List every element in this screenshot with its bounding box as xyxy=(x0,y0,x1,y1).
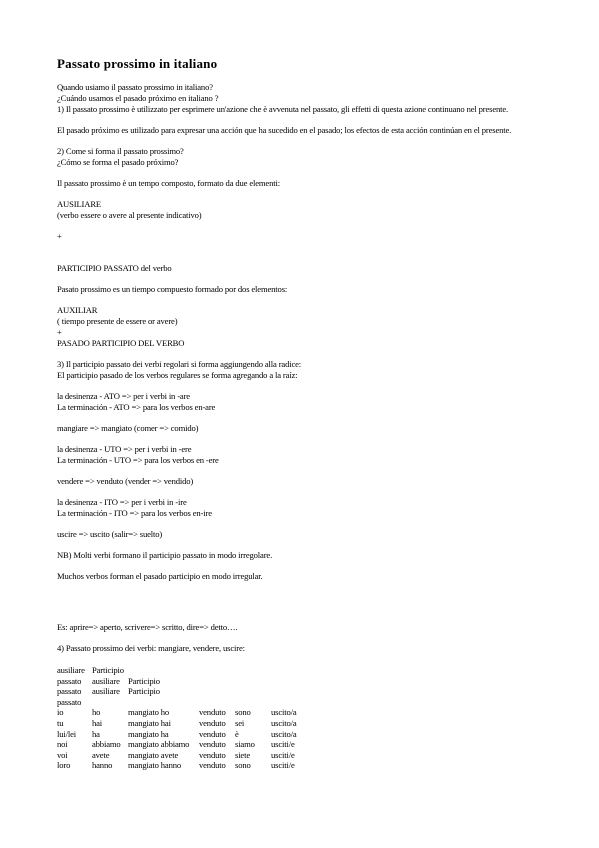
table-cell: mangiato ha xyxy=(128,728,169,739)
table-cell: tu xyxy=(57,717,64,728)
table-cell: voi xyxy=(57,749,68,760)
question2-es: ¿Cómo se forma el pasado próximo? xyxy=(57,157,179,167)
table-cell: ha xyxy=(92,728,100,739)
section4-heading: 4) Passato prossimo dei verbi: mangiare, vendere, uscire: xyxy=(57,643,245,653)
document-body xyxy=(57,82,547,654)
table-cell: venduto xyxy=(199,739,226,750)
auxiliar-note: ( tiempo presente de essere or avere) xyxy=(57,316,178,326)
ire-rule-es: La terminación - ITO => para los verbos en-ire xyxy=(57,508,212,518)
table-cell: hai xyxy=(92,717,103,728)
question-it: Quando usiamo il passato prossimo in italiano? xyxy=(57,82,213,92)
table-cell: venduto xyxy=(199,717,226,728)
table-cell: passato xyxy=(57,696,82,707)
table-cell: è xyxy=(235,728,239,739)
question2-it: 2) Come si forma il passato prossimo? xyxy=(57,146,184,156)
table-cell: io xyxy=(57,707,64,718)
table-cell: siamo xyxy=(235,739,255,750)
ausiliare-heading: AUSILIARE xyxy=(57,199,102,209)
nb-es: Muchos verbos forman el pasado participio en modo irregular. xyxy=(57,571,263,581)
table-cell: mangiato hai xyxy=(128,717,171,728)
table-cell: sei xyxy=(235,717,245,728)
table-cell: venduto xyxy=(199,760,226,771)
table-cell: lui/lei xyxy=(57,728,76,739)
table-cell: Participio xyxy=(128,686,160,697)
table-cell: venduto xyxy=(199,749,226,760)
plus-sign-2: + xyxy=(57,327,62,337)
table-cell: mangiato avete xyxy=(128,749,179,760)
table-cell: loro xyxy=(57,760,71,771)
table-cell: passato xyxy=(57,675,82,686)
table-cell: noi xyxy=(57,739,68,750)
table-cell: passato xyxy=(57,686,82,697)
are-rule-es: La terminación - ATO => para los verbos en-are xyxy=(57,402,216,412)
table-cell: sono xyxy=(235,707,251,718)
section3-es: El participio pasado de los verbos regulares se forma agregando a la raíz: xyxy=(57,370,298,380)
page-title: Passato prossimo in italiano xyxy=(57,56,218,71)
composed-es: Pasato prossimo es un tiempo compuesto formado por dos elementos: xyxy=(57,284,288,294)
table-cell: sono xyxy=(235,760,251,771)
table-cell: uscito/a xyxy=(271,717,297,728)
auxiliar-heading: AUXILIAR xyxy=(57,305,98,315)
composed-it: Il passato prossimo è un tempo composto, formato da due elementi: xyxy=(57,178,280,188)
table-cell: Participio xyxy=(92,665,124,675)
table-cell: uscito/a xyxy=(271,728,297,739)
ere-example: vendere => venduto (vender => vendido) xyxy=(57,476,194,486)
ere-rule-es: La terminación - UTO => para los verbos en -ere xyxy=(57,455,219,465)
ausiliare-note: (verbo essere o avere al presente indicativo) xyxy=(57,210,202,220)
ere-rule-it: la desinenza - UTO => per i verbi in -ere xyxy=(57,444,192,454)
are-example: mangiare => mangiato (comer => comido) xyxy=(57,423,199,433)
section1-it: 1) Il passato prossimo è utilizzato per esprimere un'azione che è avvenuta nel passato, gli effetti di questa azione continuano nel presente. xyxy=(57,104,509,114)
table-cell: siete xyxy=(235,749,250,760)
table-cell: Participio xyxy=(128,675,160,686)
section3-it: 3) Il participio passato dei verbi regolari si forma aggiungendo alla radice: xyxy=(57,359,302,369)
ire-rule-it: la desinenza - ITO => per i verbi in -ire xyxy=(57,497,187,507)
table-cell: usciti/e xyxy=(271,760,295,771)
table-cell: usciti/e xyxy=(271,739,295,750)
table-cell: ausiliare xyxy=(92,686,120,697)
plus-sign: + xyxy=(57,231,62,241)
participio-it: PARTICIPIO PASSATO del verbo xyxy=(57,263,172,273)
participio-es: PASADO PARTICIPIO DEL VERBO xyxy=(57,338,185,348)
table-cell: mangiato hanno xyxy=(128,760,182,771)
question-es: ¿Cuándo usamos el pasado próximo en italiano ? xyxy=(57,93,219,103)
section1-es: El pasado próximo es utilizado para expresar una acción que ha sucedido en el pasado; los efectos de esta acción continúan en el presente. xyxy=(57,125,512,135)
table-cell: usciti/e xyxy=(271,749,295,760)
table-cell: hanno xyxy=(92,760,113,771)
table-cell: ausiliare xyxy=(92,675,120,686)
table-cell: abbiamo xyxy=(92,739,121,750)
ire-example: uscire => uscito (salir=> suelto) xyxy=(57,529,163,539)
table-cell: mangiato abbiamo xyxy=(128,739,190,750)
table-cell: venduto xyxy=(199,728,226,739)
nb-it: NB) Molti verbi formano il participio passato in modo irregolare. xyxy=(57,550,273,560)
table-cell: ho xyxy=(92,707,101,718)
table-cell: ausiliare xyxy=(57,665,85,675)
irregular-examples: Es: aprire=> aperto, scrivere=> scritto, dire=> detto…. xyxy=(57,622,238,632)
are-rule-it: la desinenza - ATO => per i verbi in -are xyxy=(57,391,190,401)
table-cell: mangiato ho xyxy=(128,707,170,718)
table-cell: uscito/a xyxy=(271,707,297,718)
table-cell: avete xyxy=(92,749,110,760)
table-cell: venduto xyxy=(199,707,226,718)
